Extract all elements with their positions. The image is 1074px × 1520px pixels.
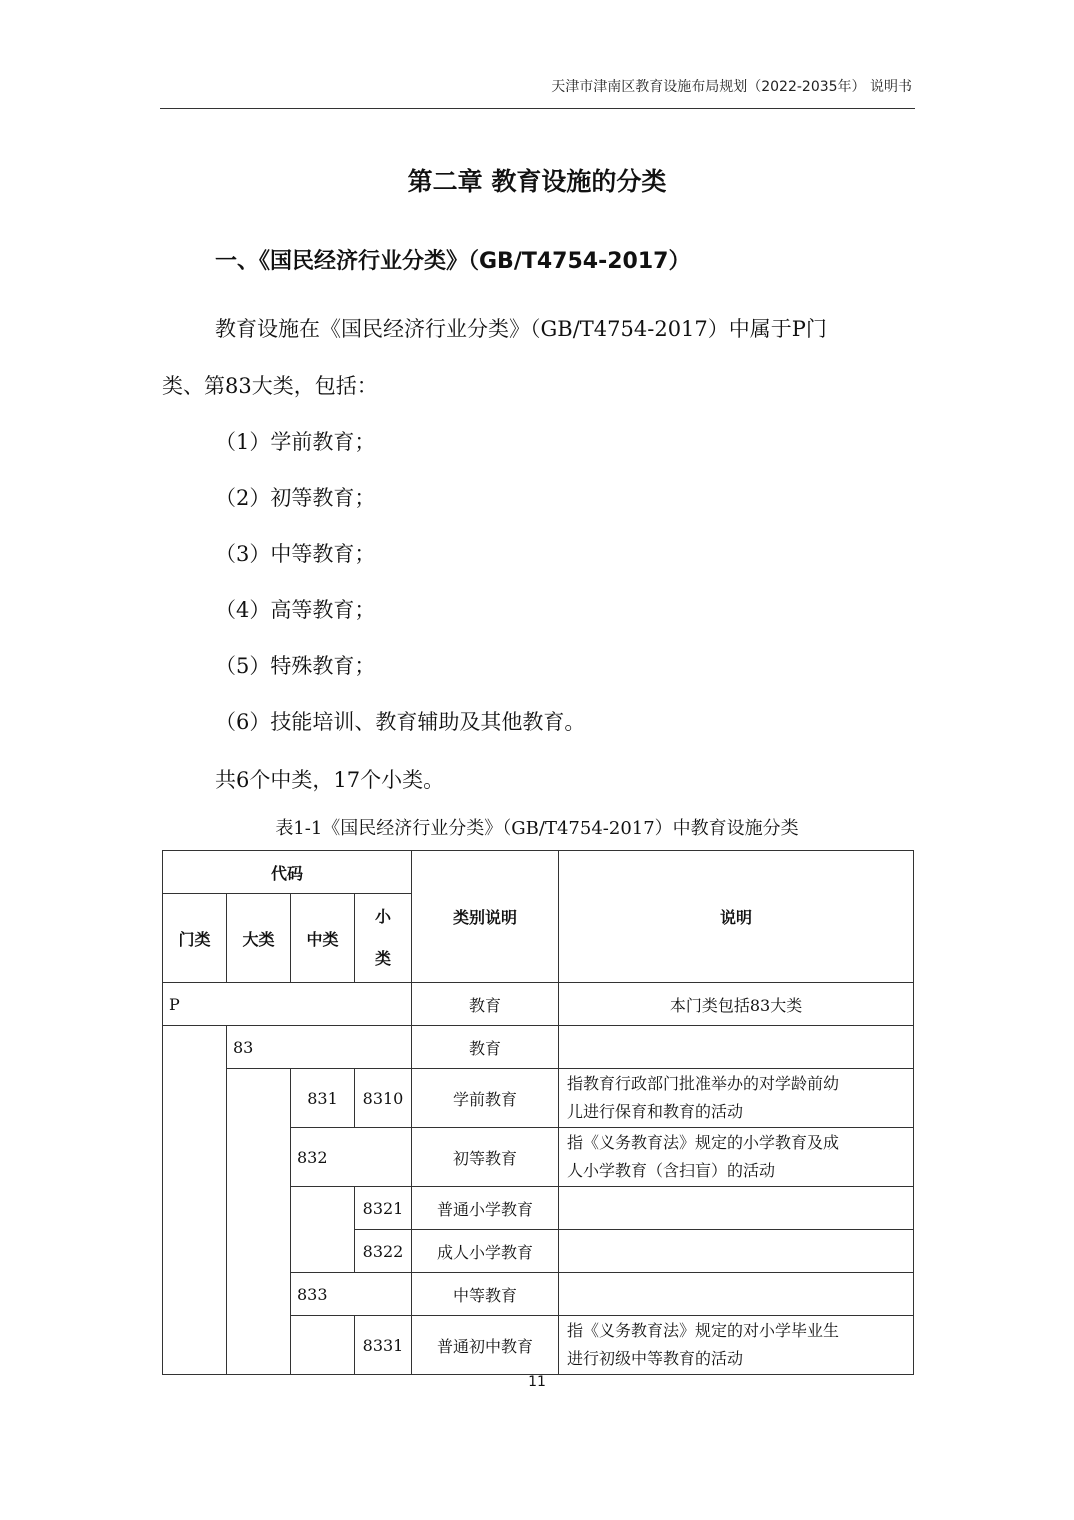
cell-empty (291, 1187, 355, 1273)
list-item: （1）学前教育； (215, 430, 376, 454)
cell-desc: 本门类包括83大类 (559, 983, 914, 1026)
cell-zhong: 831 (291, 1069, 355, 1128)
cell-code: P (163, 983, 412, 1026)
list-item: （2）初等教育； (215, 486, 376, 510)
list-item: （3）中等教育； (215, 542, 376, 566)
cell-category: 教育 (412, 983, 559, 1026)
cell-xiao: 8322 (355, 1230, 412, 1273)
cell-desc (559, 1316, 914, 1375)
header-code: 代码 (163, 851, 412, 894)
cell-xiao: 8310 (355, 1069, 412, 1128)
header-divider (160, 108, 915, 109)
list-item: （5）特殊教育； (215, 654, 376, 678)
header-xiao (355, 894, 412, 983)
header-category: 类别说明 (412, 851, 559, 983)
cell-code: 83 (227, 1026, 412, 1069)
cell-desc-line: 指《义务教育法》规定的小学教育及成 (567, 1133, 840, 1152)
header-xiao-2: 类 (375, 949, 392, 968)
running-header: 天津市津南区教育设施布局规划（2022-2035年） 说明书 (551, 79, 912, 95)
cell-desc (559, 1187, 914, 1230)
cell-desc-line: 指教育行政部门批准举办的对学龄前幼 (567, 1074, 840, 1093)
table-header-row (163, 851, 914, 894)
cell-zhong: 833 (291, 1273, 412, 1316)
cell-desc (559, 1026, 914, 1069)
cell-category: 普通初中教育 (412, 1316, 559, 1375)
table-row (163, 1069, 914, 1128)
cell-desc-line: 指《义务教育法》规定的对小学毕业生 (567, 1321, 840, 1340)
list-item: （4）高等教育； (215, 598, 376, 622)
cell-empty (163, 1026, 227, 1375)
cell-desc-line: 儿进行保育和教育的活动 (567, 1102, 744, 1121)
page-number: 11 (528, 1374, 546, 1390)
intro-line-1: 教育设施在《国民经济行业分类》（GB/T4754-2017）中属于P门 (215, 317, 827, 341)
summary-text: 共6个中类，17个小类。 (215, 768, 445, 792)
cell-empty (291, 1316, 355, 1375)
cell-xiao: 8321 (355, 1187, 412, 1230)
cell-category: 初等教育 (412, 1128, 559, 1187)
table-row (163, 1026, 914, 1069)
cell-desc-line: 人小学教育（含扫盲）的活动 (567, 1161, 776, 1180)
header-zhong: 中类 (291, 894, 355, 983)
cell-xiao: 8331 (355, 1316, 412, 1375)
header-description: 说明 (559, 851, 914, 983)
table-row (163, 983, 914, 1026)
table-caption: 表1-1《国民经济行业分类》（GB/T4754-2017）中教育设施分类 (275, 818, 799, 839)
intro-line-2: 类、第83大类，包括： (162, 374, 378, 398)
cell-category: 普通小学教育 (412, 1187, 559, 1230)
cell-desc (559, 1069, 914, 1128)
cell-category: 成人小学教育 (412, 1230, 559, 1273)
cell-empty (227, 1069, 291, 1375)
header-men: 门类 (163, 894, 227, 983)
cell-category: 教育 (412, 1026, 559, 1069)
cell-desc-line: 进行初级中等教育的活动 (567, 1349, 744, 1368)
cell-category: 学前教育 (412, 1069, 559, 1128)
classification-table (162, 850, 914, 1375)
chapter-title: 第二章 教育设施的分类 (407, 167, 667, 196)
cell-desc (559, 1128, 914, 1187)
section-title: 一、《国民经济行业分类》（GB/T4754-2017） (215, 249, 691, 274)
cell-category: 中等教育 (412, 1273, 559, 1316)
list-item: （6）技能培训、教育辅助及其他教育。 (215, 710, 586, 734)
header-xiao-1: 小 (375, 907, 392, 926)
header-da: 大类 (227, 894, 291, 983)
cell-desc (559, 1230, 914, 1273)
cell-desc (559, 1273, 914, 1316)
cell-zhong: 832 (291, 1128, 412, 1187)
